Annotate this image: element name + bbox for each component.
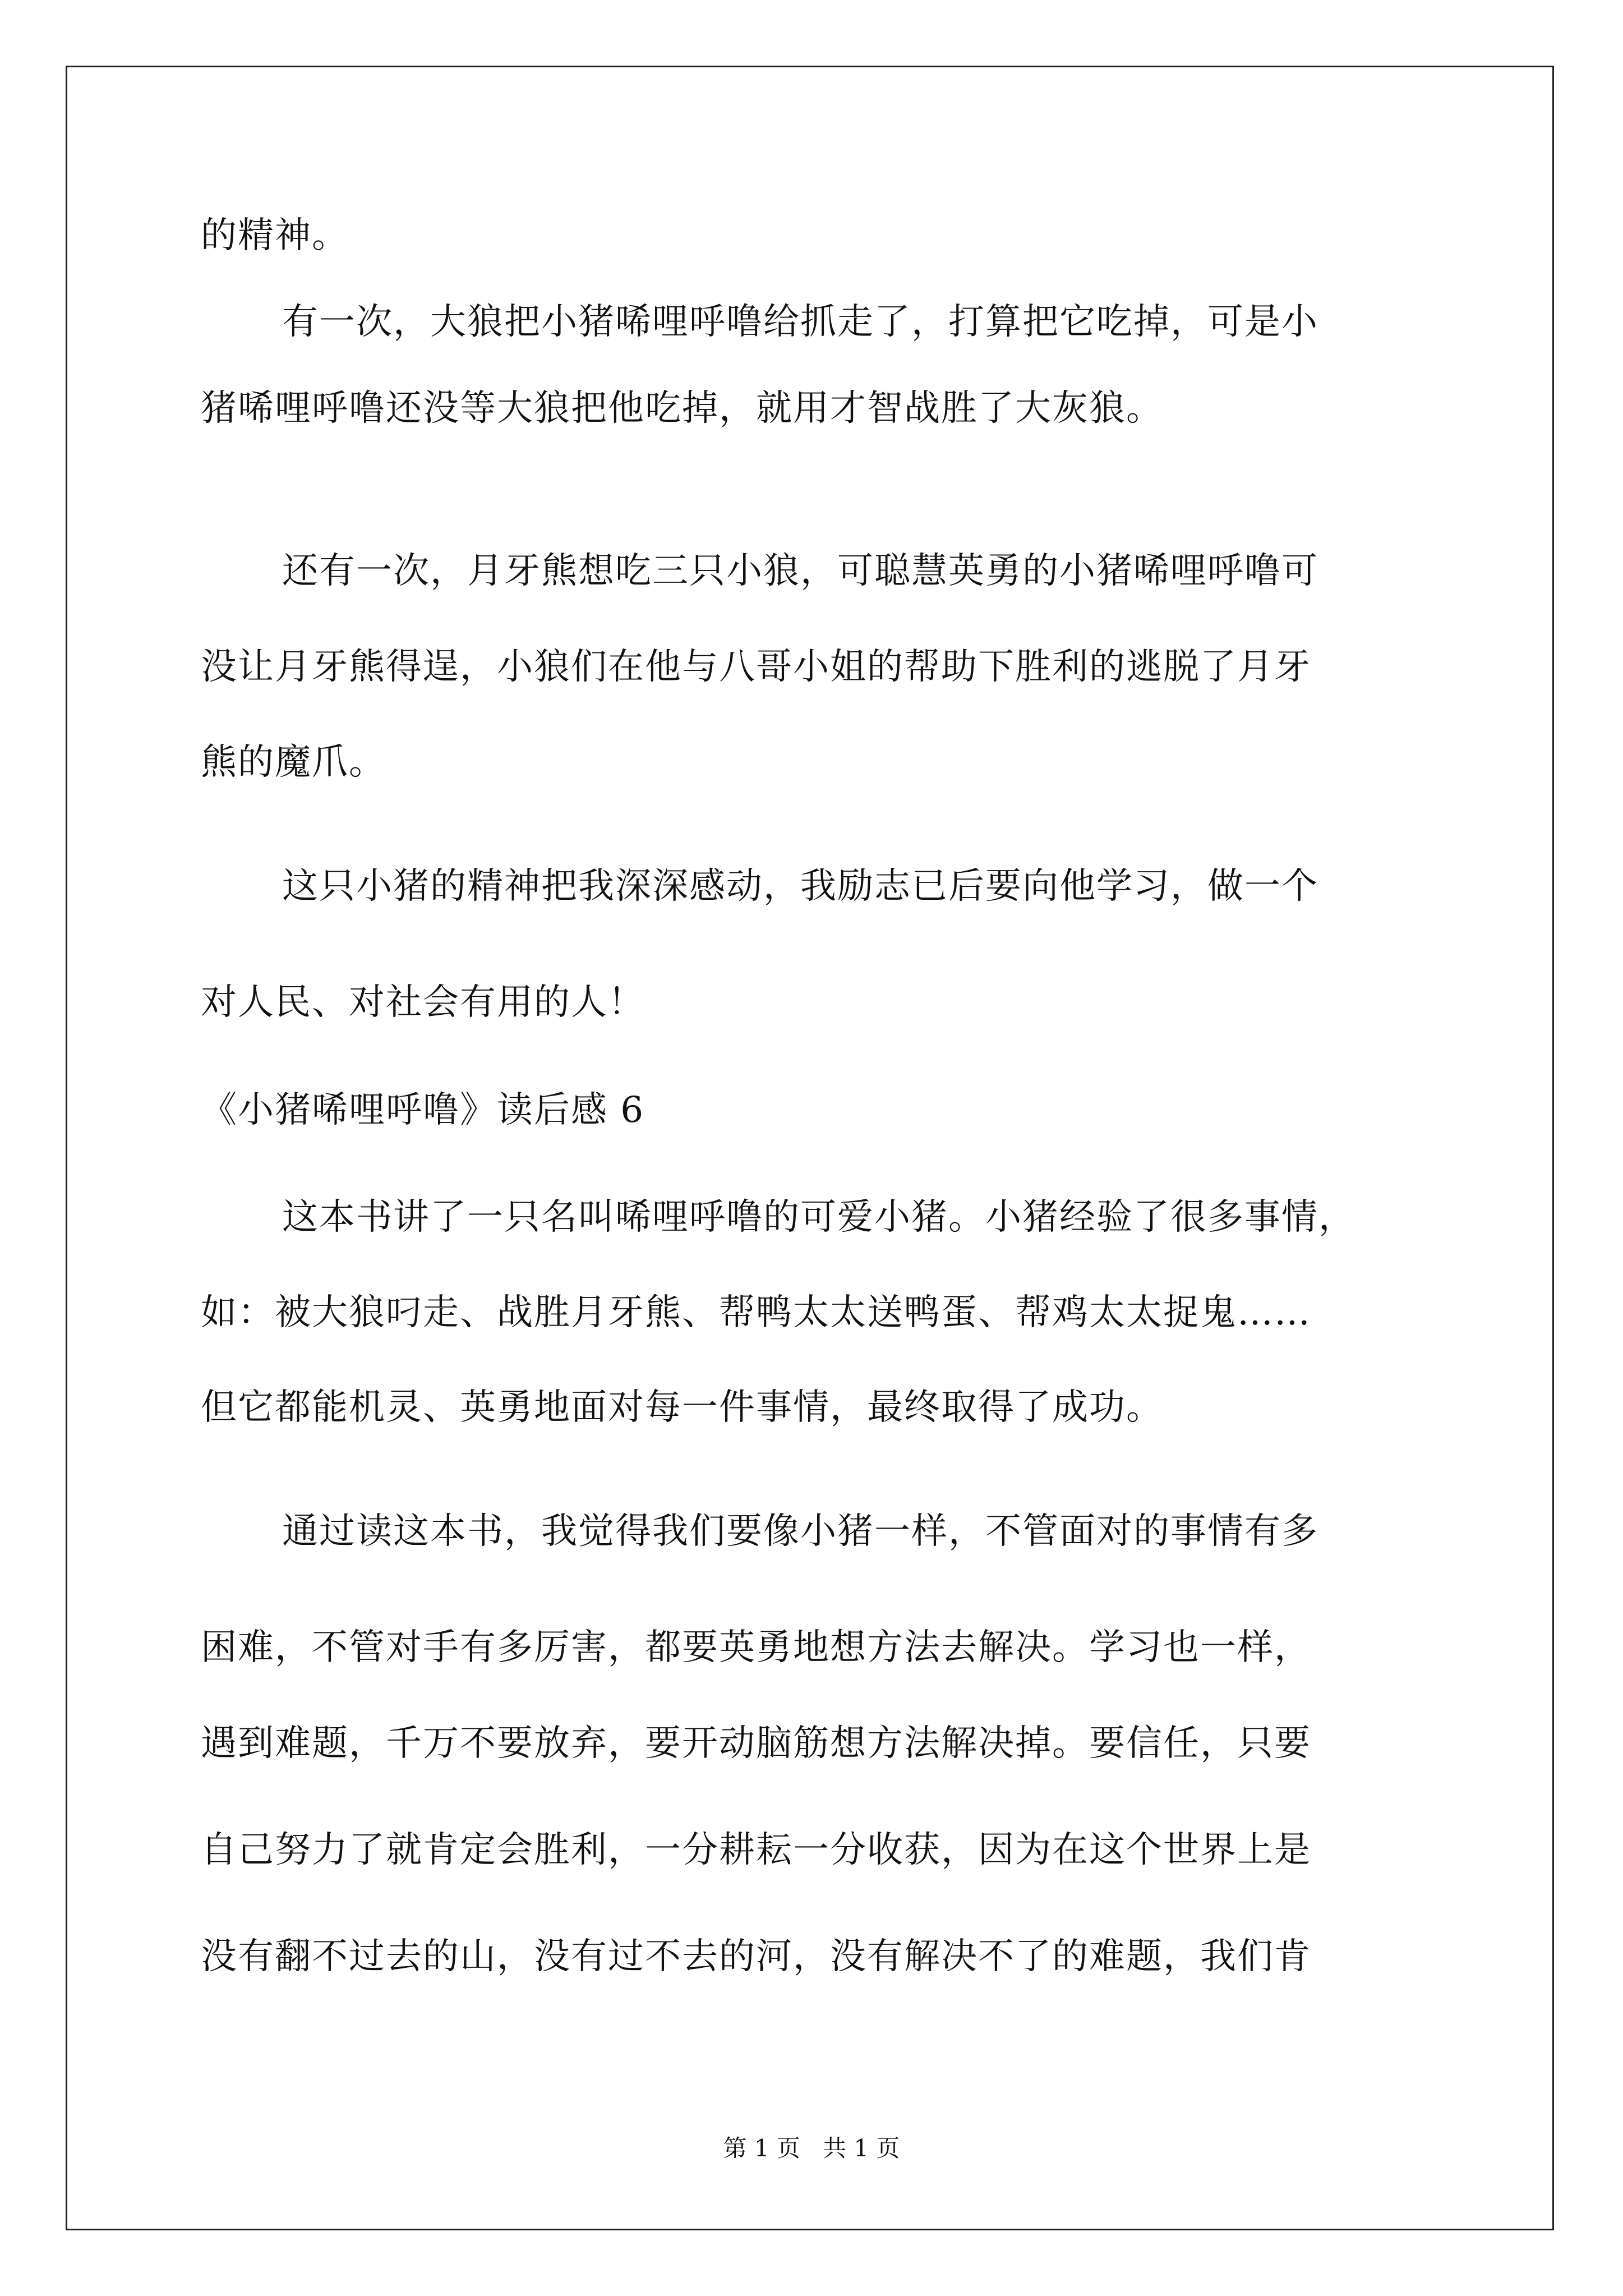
text-line-5: 没让月牙熊得逞，小狼们在他与八哥小姐的帮助下胜利的逃脱了月牙: [201, 646, 1311, 688]
text-line-4: 还有一次，月牙熊想吃三只小狼，可聪慧英勇的小猪唏哩呼噜可: [282, 550, 1318, 592]
text-line-16: 自己努力了就肯定会胜利，一分耕耘一分收获，因为在这个世界上是: [201, 1829, 1311, 1871]
page-footer: [0, 2132, 1623, 2165]
text-line-7: 这只小猪的精神把我深深感动，我励志已后要向他学习，做一个: [282, 866, 1318, 907]
text-line-17: 没有翻不过去的山，没有过不去的河，没有解决不了的难题，我们肯: [201, 1936, 1311, 1977]
text-line-12: 但它都能机灵、英勇地面对每一件事情，最终取得了成功。: [201, 1387, 1163, 1428]
text-line-1: 的精神。: [201, 215, 349, 256]
text-line-15: 遇到难题，千万不要放弃，要开动脑筋想方法解决掉。要信任，只要: [201, 1723, 1311, 1764]
text-line-14: 困难，不管对手有多厉害，都要英勇地想方法去解决。学习也一样，: [201, 1627, 1311, 1668]
text-line-6: 熊的魔爪。: [201, 742, 386, 783]
text-line-13: 通过读这本书，我觉得我们要像小猪一样，不管面对的事情有多: [282, 1511, 1318, 1552]
page-total: 共 1 页: [823, 2134, 900, 2162]
text-line-10: 这本书讲了一只名叫唏哩呼噜的可爱小猪。小猪经验了很多事情，: [282, 1197, 1355, 1238]
section-heading: 《小猪唏哩呼噜》读后感 6: [201, 1089, 645, 1131]
text-line-3: 猪唏哩呼噜还没等大狼把他吃掉，就用才智战胜了大灰狼。: [201, 388, 1163, 429]
text-line-8: 对人民、对社会有用的人！: [201, 982, 645, 1023]
page-number: 第 1 页: [723, 2134, 800, 2162]
text-line-11: 如：被大狼叼走、战胜月牙熊、帮鸭太太送鸭蛋、帮鸡太太捉鬼……: [201, 1292, 1311, 1333]
text-line-2: 有一次，大狼把小猪唏哩呼噜给抓走了，打算把它吃掉，可是小: [282, 301, 1318, 343]
